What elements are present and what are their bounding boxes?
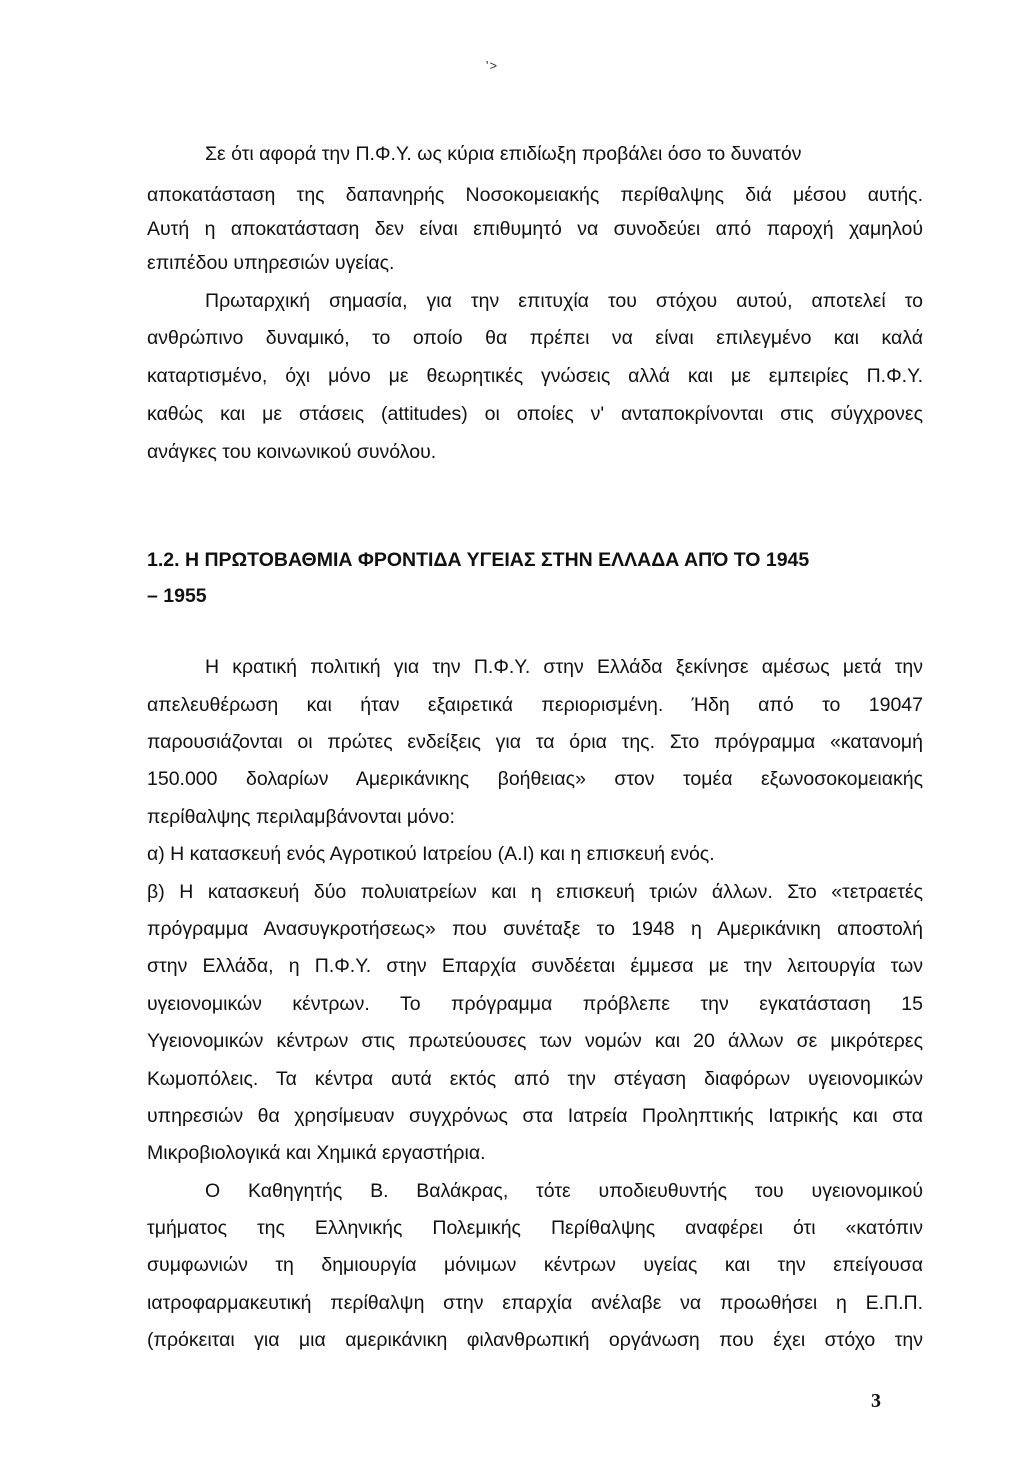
- top-mark: '>: [486, 58, 499, 73]
- text-line: καταρτισμένο, όχι μόνο με θεωρητικές γνώσεις αλλά και με εμπειρίες Π.Φ.Υ.: [147, 365, 923, 387]
- text-line: Αυτή η αποκατάσταση δεν είναι επιθυμητό να συνοδεύει από παροχή χαμηλού: [147, 218, 923, 240]
- text-line: Κωμοπόλεις. Τα κέντρα αυτά εκτός από την στέγαση διαφόρων υγειονομικών: [147, 1068, 923, 1090]
- text-line: Μικροβιολογικά και Χημικά εργαστήρια.: [147, 1142, 486, 1164]
- text-line: Πρωταρχική σημασία, για την επιτυχία του στόχου αυτού, αποτελεί το: [205, 290, 923, 312]
- text-line: Ο Καθηγητής Β. Βαλάκρας, τότε υποδιευθυντής του υγειονομικού: [205, 1180, 923, 1202]
- text-line: παρουσιάζονται οι πρώτες ενδείξεις για τα όρια της. Στο πρόγραμμα «κατανομή: [147, 731, 923, 753]
- list-item: α) Η κατασκευή ενός Αγροτικού Ιατρείου (Α.Ι) και η επισκευή ενός.: [147, 843, 715, 865]
- text-line: καθώς και με στάσεις (attitudes) οι οποίες ν' ανταποκρίνονται στις σύγχρονες: [147, 403, 923, 425]
- text-line: 150.000 δολαρίων Αμερικάνικης βοήθειας» στον τομέα εξωνοσοκομειακής: [147, 768, 923, 790]
- text-line: συμφωνιών τη δημιουργία μόνιμων κέντρων υγείας και την επείγουσα: [147, 1254, 923, 1276]
- text-line: (πρόκειται για μια αμερικάνικη φιλανθρωπική οργάνωση που έχει στόχο την: [147, 1329, 923, 1351]
- text-line: υπηρεσιών θα χρησίμευαν συγχρόνως στα Ιατρεία Προληπτικής Ιατρικής και στα: [147, 1105, 923, 1127]
- text-line: ανάγκες του κοινωνικού συνόλου.: [147, 441, 437, 463]
- section-heading-continued: – 1955: [147, 585, 207, 607]
- list-item: β) Η κατασκευή δύο πολυιατρείων και η επισκευή τριών άλλων. Στο «τετραετές: [147, 881, 923, 903]
- text-line: απελευθέρωση και ήταν εξαιρετικά περιορισμένη. Ήδη από το 19047: [147, 694, 923, 716]
- text-line: Υγειονομικών κέντρων στις πρωτεύουσες των νομών και 20 άλλων σε μικρότερες: [147, 1030, 923, 1052]
- text-line: Η κρατική πολιτική για την Π.Φ.Υ. στην Ελλάδα ξεκίνησε αμέσως μετά την: [205, 656, 923, 678]
- section-heading: 1.2. Η ΠΡΩΤΟΒΑΘΜΙΑ ΦΡΟΝΤΙΔΑ ΥΓΕΙΑΣ ΣΤΗΝ ΕΛΛΑΔΑ ΑΠΌ ΤΟ 1945: [147, 549, 810, 571]
- text-line: ιατροφαρμακευτική περίθαλψη στην επαρχία ανέλαβε να προωθήσει η Ε.Π.Π.: [147, 1292, 923, 1314]
- text-line: πρόγραμμα Ανασυγκροτήσεως» που συνέταξε το 1948 η Αμερικάνικη αποστολή: [147, 918, 923, 940]
- text-line: αποκατάσταση της δαπανηρής Νοσοκομειακής περίθαλψης διά μέσου αυτής.: [147, 184, 923, 206]
- text-line: τμήματος της Ελληνικής Πολεμικής Περίθαλψης αναφέρει ότι «κατόπιν: [147, 1217, 923, 1239]
- text-line: στην Ελλάδα, η Π.Φ.Υ. στην Επαρχία συνδέεται έμμεσα με την λειτουργία των: [147, 955, 923, 977]
- page-number: 3: [871, 1390, 881, 1412]
- text-line: επιπέδου υπηρεσιών υγείας.: [147, 252, 395, 274]
- text-line: υγειονομικών κέντρων. Το πρόγραμμα πρόβλεπε την εγκατάσταση 15: [147, 993, 923, 1015]
- text-line: ανθρώπινο δυναμικό, το οποίο θα πρέπει να είναι επιλεγμένο και καλά: [147, 327, 923, 349]
- text-line: περίθαλψης περιλαμβάνονται μόνο:: [147, 806, 455, 828]
- text-line: Σε ότι αφορά την Π.Φ.Υ. ως κύρια επιδίωξη προβάλει όσο το δυνατόν: [205, 143, 802, 165]
